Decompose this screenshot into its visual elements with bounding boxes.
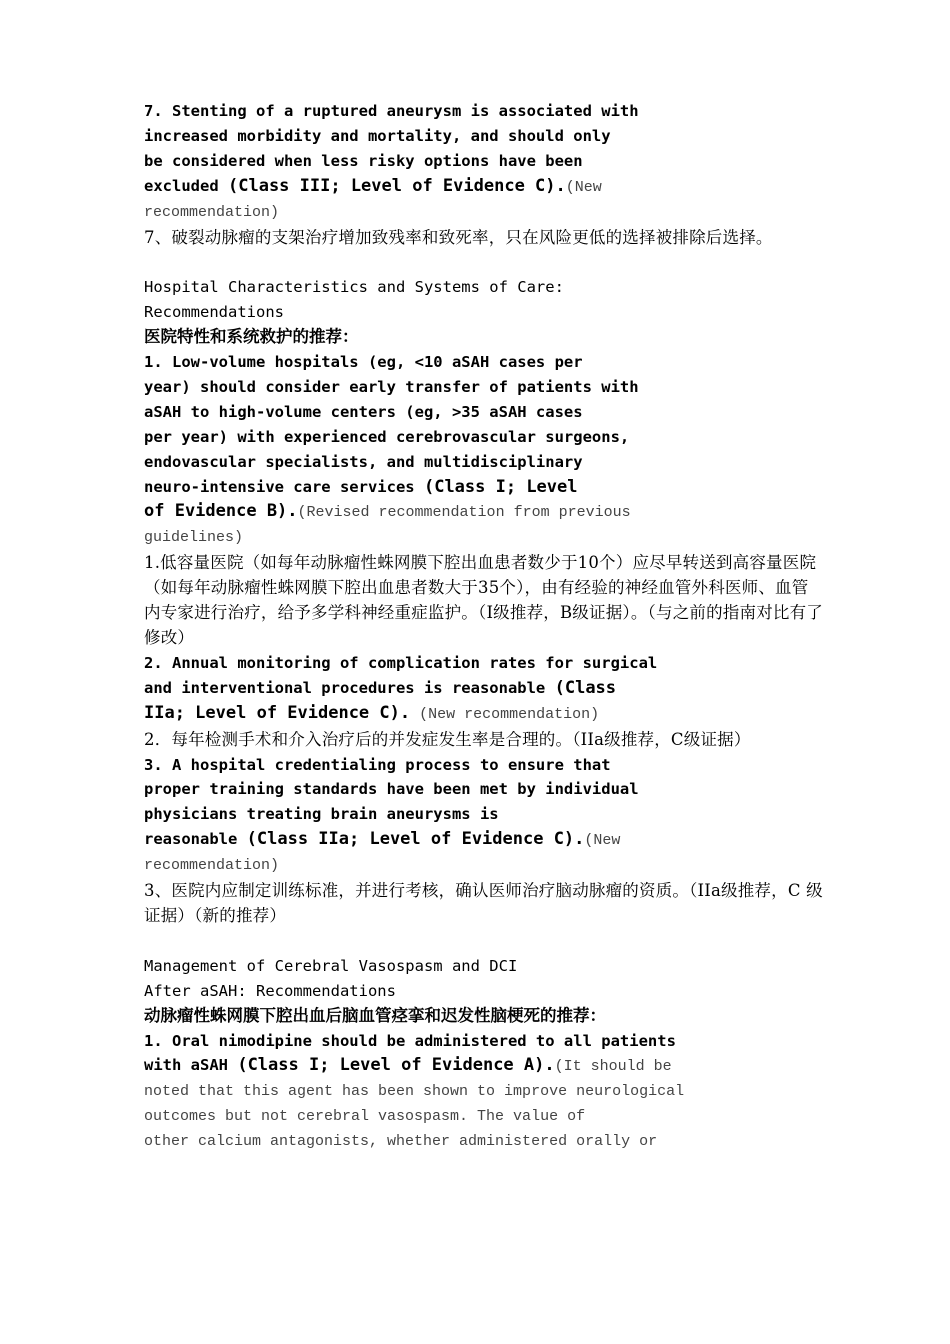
hospital-heading-chinese: 医院特性和系统救护的推荐：	[144, 327, 359, 347]
hosp-rec1-evidence: of Evidence B).	[144, 501, 298, 522]
rec7-line3: be considered when less risky options have been	[144, 151, 583, 170]
hosp-rec1-line5: endovascular specialists, and multidisciplinary	[144, 452, 583, 471]
vaso-rec1-line2	[144, 1053, 824, 1080]
hosp-rec2-line3	[144, 701, 824, 728]
hosp-rec1-note: (Revised recommendation from previous	[297, 504, 631, 522]
vasospasm-heading-2: After aSAH: Recommendations	[144, 981, 396, 1000]
rec7-class: (Class III; Level of Evidence C).	[228, 175, 566, 196]
hosp-rec2-line2	[144, 676, 824, 701]
document-page	[144, 99, 824, 1155]
hosp-rec2-chinese: 2．每年检测手术和介入治疗后的并发症发生率是合理的。（IIa级推荐，C级证据）	[144, 729, 751, 749]
vaso-rec1-note-line5: other calcium antagonists, whether administered orally or	[144, 1133, 658, 1151]
hosp-rec2-line1: 2. Annual monitoring of complication rates for surgical	[144, 653, 658, 672]
vaso-rec1-note: (It should be	[554, 1058, 672, 1076]
hosp-rec2-class: (Class	[554, 677, 617, 698]
hosp-rec3-line2: proper training standards have been met by individual	[144, 780, 639, 799]
hosp-rec2-note: (New recommendation)	[410, 705, 600, 723]
hosp-rec1-line3: aSAH to high-volume centers (eg, >35 aSAH cases	[144, 402, 583, 421]
vaso-rec1-text: with aSAH	[144, 1056, 238, 1075]
hosp-rec3-note: (New	[584, 832, 621, 850]
hosp-rec3-class: (Class IIa; Level of Evidence C).	[246, 829, 585, 850]
hosp-rec1-text: neuro-intensive care services	[144, 477, 424, 496]
hosp-rec1-class: (Class I; Level	[423, 476, 578, 497]
rec7-note-cont: recommendation)	[144, 203, 280, 221]
hosp-rec3-line1: 3. A hospital credentialing process to ensure that	[144, 755, 611, 774]
rec7-line4	[144, 174, 824, 201]
spacer	[144, 929, 824, 954]
hosp-rec1-note-cont: guidelines)	[144, 529, 244, 547]
rec7-line2: increased morbidity and mortality, and should only	[144, 126, 611, 145]
hosp-rec1-chinese: 1.低容量医院（如每年动脉瘤性蛛网膜下腔出血患者数少于10个）应尽早转送到高容量医院（如每年动脉瘤性蛛网膜下腔出血患者数大于35个），由有经验的神经血管外科医师、血管内专家进行治疗，给予多学科神经重症监护。（I级推荐，B级证据）。（与之前的指南对比有了修改）	[144, 553, 823, 648]
hosp-rec2-evidence: IIa; Level of Evidence C).	[144, 702, 411, 723]
rec7-chinese: 7、破裂动脉瘤的支架治疗增加致残率和致死率，只在风险更低的选择被排除后选择。	[144, 227, 773, 247]
hospital-heading-2: Recommendations	[144, 303, 284, 322]
hosp-rec3-line3: physicians treating brain aneurysms is	[144, 805, 499, 824]
hosp-rec3-chinese: 3、医院内应制定训练标准，并进行考核，确认医师治疗脑动脉瘤的资质。（IIa级推荐，C 级证据）（新的推荐）	[144, 881, 823, 925]
hosp-rec1-line2: year) should consider early transfer of patients with	[144, 377, 639, 396]
rec7-text: excluded	[144, 176, 228, 195]
spacer	[144, 250, 824, 275]
hospital-heading: Hospital Characteristics and Systems of Care:	[144, 278, 564, 297]
hosp-rec1-line7	[144, 499, 824, 526]
hosp-rec3-line4	[144, 827, 824, 854]
rec7-note: (New	[565, 178, 602, 196]
hosp-rec3-note-cont: recommendation)	[144, 857, 280, 875]
rec7-line1: 7. Stenting of a ruptured aneurysm is associated with	[144, 102, 639, 120]
hosp-rec1-line6	[144, 475, 824, 500]
vasospasm-heading: Management of Cerebral Vasospasm and DCI	[144, 956, 518, 975]
vaso-rec1-note-line4: outcomes but not cerebral vasospasm. The value of	[144, 1108, 586, 1126]
vaso-rec1-line1: 1. Oral nimodipine should be administered to all patients	[144, 1031, 676, 1050]
vaso-rec1-note-line3: noted that this agent has been shown to improve neurological	[144, 1083, 685, 1101]
hosp-rec1-line1: 1. Low-volume hospitals (eg, <10 aSAH cases per	[144, 353, 583, 372]
vaso-rec1-class: (Class I; Level of Evidence A).	[237, 1055, 555, 1076]
hosp-rec3-text: reasonable	[144, 830, 247, 849]
hosp-rec1-line4: per year) with experienced cerebrovascular surgeons,	[144, 427, 630, 446]
hosp-rec2-text: and interventional procedures is reasonable	[144, 678, 555, 697]
vasospasm-heading-chinese: 动脉瘤性蛛网膜下腔出血后脑血管痉挛和迟发性脑梗死的推荐：	[144, 1005, 606, 1025]
